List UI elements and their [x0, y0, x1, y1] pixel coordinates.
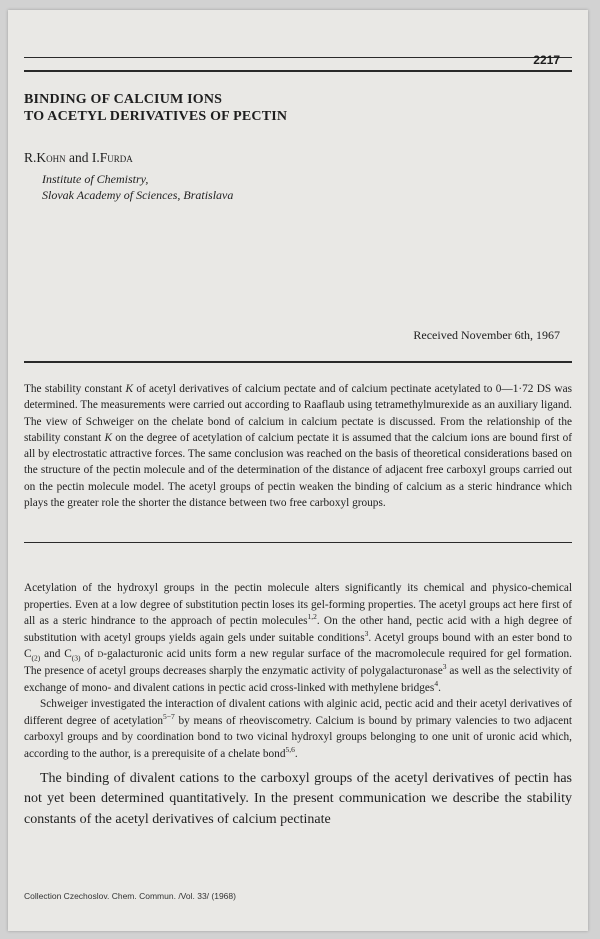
title-line-1: BINDING OF CALCIUM IONS: [24, 92, 223, 107]
journal-page: [8, 10, 588, 931]
paragraph-1: Acetylation of the hydroxyl groups in the pectin molecule alters significantly its chemical and physico-chemical properties. Even at a low degree of substitution pectin loses its gel-forming properties. The acetyl groups act here first of all as a steric hindrance to the approach of pectin molecules$^{1,2}$. On the other hand, pectic acid with a high degree of substitution with acetyl groups yields again gels under suitable conditions$^3$. Acetyl groups bound with an ester bond to $C_{(2)}$ and $C_{(3)}$ of d-galacturonic acid units form a new regular surface of the macromolecule required for gel formation. The presence of acetyl groups decreases sharply the enzymatic activity of polygalacturonase$^3$ as well as the selectivity of exchange of mono- and divalent cations in pectic acid cross-linked with methylene bridges$^4$.: [24, 582, 572, 694]
top-thin-rule: [24, 57, 572, 58]
article-title: [24, 91, 287, 125]
abstract-bottom-rule: [24, 542, 572, 543]
paragraph-2: Schweiger investigated the interaction of divalent cations with alginic acid, pectic acid and their acetyl derivatives of different degree of acetylation$^{5-7}$ by means of rheoviscometry. Calcium is bound by primary valencies to two adjacent carboxyl groups and by coordination bond to two vicinal hydroxyl groups belonging to one unit of uronic acid which, according to the author, is a prerequisite of a chelate bond$^{5,6}$.: [24, 698, 572, 760]
title-line-2: TO ACETYL DERIVATIVES OF PECTIN: [24, 109, 288, 124]
author-furda: Furda: [99, 150, 133, 165]
affiliation: Institute of Chemistry, Slovak Academy of Sciences, Bratislava: [42, 172, 234, 202]
header-rule: [24, 70, 572, 72]
journal-citation-footer: Collection Czechoslov. Chem. Commun. /Vol. 33/ (1968): [24, 891, 236, 901]
authors: R.Kohn and I.Furda: [24, 150, 133, 165]
abstract-top-rule: [24, 361, 572, 363]
article-body: [24, 580, 572, 830]
author-kohn: Kohn: [36, 150, 66, 165]
abstract: The stability constant K of acetyl derivatives of calcium pectate and of calcium pectinate acetylated to 0—1·72 DS was determined. The measurements were carried out according to Raaflaub using tetramethylmurexide as an auxiliary ligand. The view of Schweiger on the chelate bond of calcium in calcium pectate is discussed. From the relationship of the stability constant K on the degree of acetylation of calcium pectate it is assumed that the calcium ions are bound first of all by electrostatic attractive forces. The same conclusion was reached on the basis of theoretical considerations based on the structure of the pectin molecule and of the determination of the distance of adjacent free carboxyl groups carried out on the pectin molecule model. The acetyl groups of pectin weaken the binding of calcium as a steric hindrance which plays the greater role the shorter the distance between two free carboxyl groups.: [24, 383, 572, 510]
paragraph-3: The binding of divalent cations to the carboxyl groups of the acetyl derivatives of pectin has not yet been determined quantitatively. In the present communication we describe the stability constants of the acetyl derivatives of calcium pectinate: [24, 770, 572, 827]
received-date: Received November 6th, 1967: [413, 328, 560, 342]
page-number: 2217: [533, 53, 560, 67]
